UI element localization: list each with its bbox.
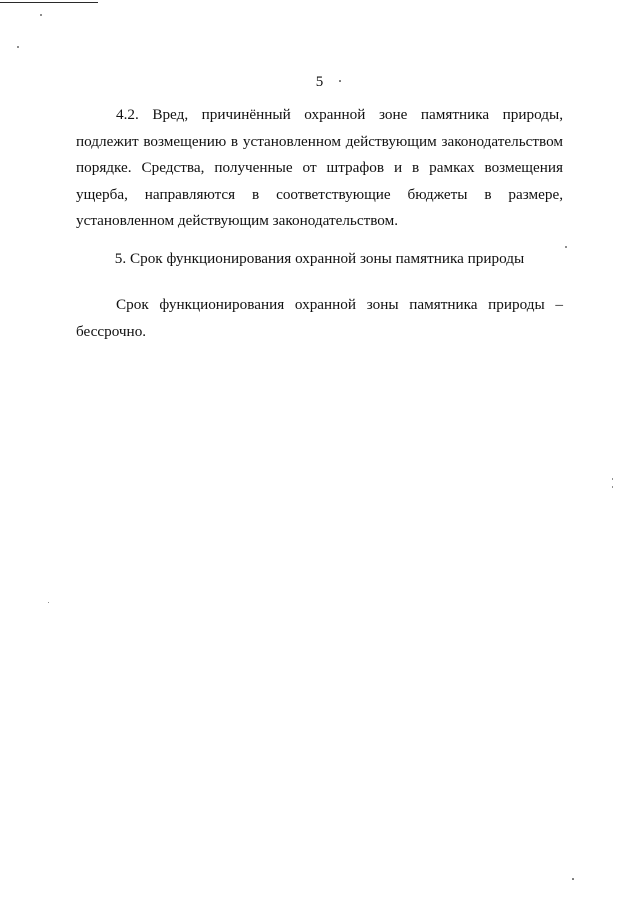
scan-speck [572,878,574,880]
page-number: 5 [315,74,324,90]
scan-speck [565,246,567,248]
scan-speck [612,478,613,480]
scan-speck [17,46,19,48]
scan-speck [40,14,42,16]
scan-speck [48,602,49,603]
scan-edge-line [0,2,98,3]
paragraph-4-2: 4.2. Вред, причинённый охранной зоне памятника природы, подлежит возмещению в установленном действующим законодательством порядке. Средства, полученные от штрафов и в рамках возмещения ущерба, направляются в соответствующие бюджеты в размере, установленном действующим законодательством. [76,106,563,229]
scan-speck [612,486,613,488]
section-heading-5: 5. Срок функционирования охранной зоны памятника природы [114,250,525,267]
paragraph-5: Срок функционирования охранной зоны памятника природы – бессрочно. [76,296,563,340]
